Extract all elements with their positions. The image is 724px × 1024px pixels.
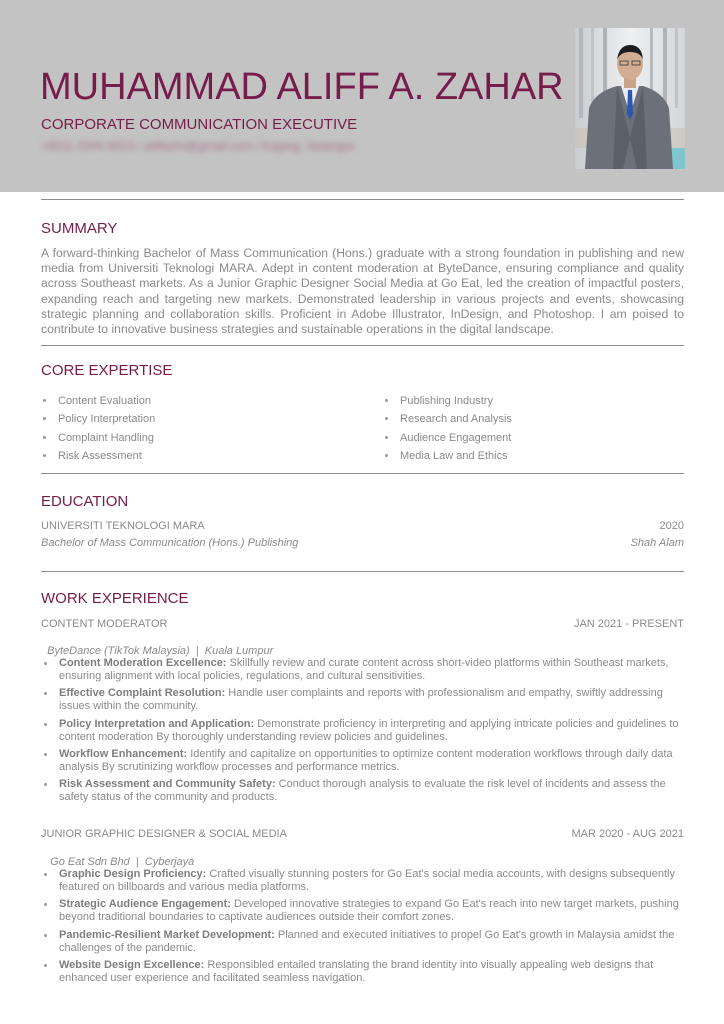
bullet-label: Workflow Enhancement: (59, 747, 188, 760)
education-location: Shah Alam (630, 537, 684, 549)
job-title-row (41, 618, 684, 630)
bullet-label: Risk Assessment and Community Safety: (59, 778, 276, 791)
job-bullet (41, 868, 684, 894)
job-bullet (41, 657, 684, 683)
job-bullet (41, 748, 684, 774)
education-year: 2020 (659, 520, 684, 532)
education-degree: Bachelor of Mass Communication (Hons.) Publishing (41, 537, 299, 549)
expertise-item: Complaint Handling (41, 431, 155, 449)
bullet-text: Handle user complaints and reports with professionalism and empathy, swiftly addressing issues within the community. (59, 687, 663, 713)
bullet-label: Strategic Audience Engagement: (59, 898, 231, 911)
bullet-text: Developed innovative strategies to expand Go Eat's reach into new target markets, pushing beyond traditional boundaries to captivate audiences outside their comfort zones. (59, 898, 679, 924)
section-heading-summary: SUMMARY (41, 220, 118, 237)
bullet-text: Identify and capitalize on opportunities to optimize content moderation workflows through daily data analysis By scrutinizing workflow processes and performance metrics. (59, 747, 673, 773)
job-role: CONTENT MODERATOR (41, 618, 168, 630)
job-bullet (41, 718, 684, 744)
section-heading-work-experience: WORK EXPERIENCE (41, 590, 189, 607)
expertise-item: Content Evaluation (41, 394, 155, 412)
bullet-text: Skillfully review and curate content across short-video platforms within Southeast markets, ensuring alignment with local policies, regulations, and cultural sensitivities. (59, 657, 669, 682)
job-company-row (41, 633, 684, 657)
job-bullet (41, 778, 684, 804)
bullet-text: Conduct thorough analysis to evaluate the risk level of incidents and assess the safety status of the community and products. (59, 778, 666, 804)
contact-info-blurred: +6011 3344 6013 / aliffazhr@gmail.com / Kajang, Selangor (41, 139, 355, 153)
education-school: UNIVERSITI TEKNOLOGI MARA (41, 520, 205, 532)
divider (41, 571, 684, 572)
job-bullet (41, 959, 684, 985)
summary-text: A forward-thinking Bachelor of Mass Communication (Hons.) graduate with a strong foundation in publishing and new media from Universiti Teknologi MARA. Adept in content moderation at ByteDance, ensuring compliance and quality across Southeast markets. As a Junior Graphic Designer Social Media at Go Eat, led the creation of impactful posters, expanding reach and targeting new markets. Demonstrated leadership in various projects and events, showcasing strategic planning and collaboration skills. Proficient in Adobe Illustrator, InDesign, and Photoshop. I am poised to contribute to innovative business strategies and sustainable operations in the digital landscape. (41, 246, 684, 337)
expertise-item: Research and Analysis (383, 412, 512, 430)
expertise-list-left (41, 394, 155, 467)
bullet-text: Responsibled entailed translating the brand identity into visually appealing web designs that enhanced user experience and facilitated seamless navigation. (59, 958, 654, 984)
bullet-text: Demonstrate proficiency in interpreting and applying intricate policies and guidelines to content moderation By thoroughly understanding review policies and guidelines. (59, 717, 679, 743)
portrait-image (575, 28, 685, 169)
job-bullets (41, 657, 684, 808)
bullet-text: Crafted visually stunning posters for Go Eat's social media accounts, with designs subsequently featured on billboards and various media platforms. (59, 868, 675, 893)
job-company: ByteDance (TikTok Malaysia) | Kuala Lumpur (47, 645, 274, 657)
profile-photo (575, 28, 685, 169)
education-degree-row (41, 537, 684, 549)
bullet-text: Planned and executed initiatives to propel Go Eat's growth in Malaysia amidst the challenges of the pandemic. (59, 928, 675, 954)
expertise-item: Media Law and Ethics (383, 449, 512, 467)
section-heading-education: EDUCATION (41, 493, 129, 510)
divider (41, 199, 684, 200)
bullet-label: Policy Interpretation and Application: (59, 717, 255, 730)
candidate-name: MUHAMMAD ALIFF A. ZAHAR (40, 66, 564, 108)
job-company: Go Eat Sdn Bhd | Cyberjaya (47, 856, 195, 868)
bullet-label: Website Design Excellence: (59, 958, 205, 971)
job-bullets (41, 868, 684, 989)
resume-header (0, 0, 724, 192)
job-title: CORPORATE COMMUNICATION EXECUTIVE (41, 116, 358, 133)
expertise-item: Policy Interpretation (41, 412, 155, 430)
bullet-label: Content Moderation Excellence: (59, 657, 227, 669)
expertise-item: Audience Engagement (383, 431, 512, 449)
divider (41, 473, 684, 474)
job-title-row (41, 828, 684, 840)
expertise-item: Risk Assessment (41, 449, 155, 467)
job-bullet (41, 929, 684, 955)
expertise-item: Publishing Industry (383, 394, 512, 412)
job-company-row (41, 844, 684, 868)
job-bullet (41, 898, 684, 924)
section-heading-core-expertise: CORE EXPERTISE (41, 362, 173, 379)
bullet-label: Effective Complaint Resolution: (59, 687, 226, 700)
bullet-label: Graphic Design Proficiency: (59, 868, 207, 880)
education-school-row (41, 520, 684, 532)
divider (41, 345, 684, 346)
bullet-label: Pandemic-Resilient Market Development: (59, 928, 275, 941)
job-dates: MAR 2020 - AUG 2021 (571, 828, 684, 840)
expertise-list-right (383, 394, 512, 467)
job-dates: JAN 2021 - PRESENT (573, 618, 684, 630)
job-role: JUNIOR GRAPHIC DESIGNER & SOCIAL MEDIA (41, 828, 287, 840)
job-bullet (41, 687, 684, 713)
